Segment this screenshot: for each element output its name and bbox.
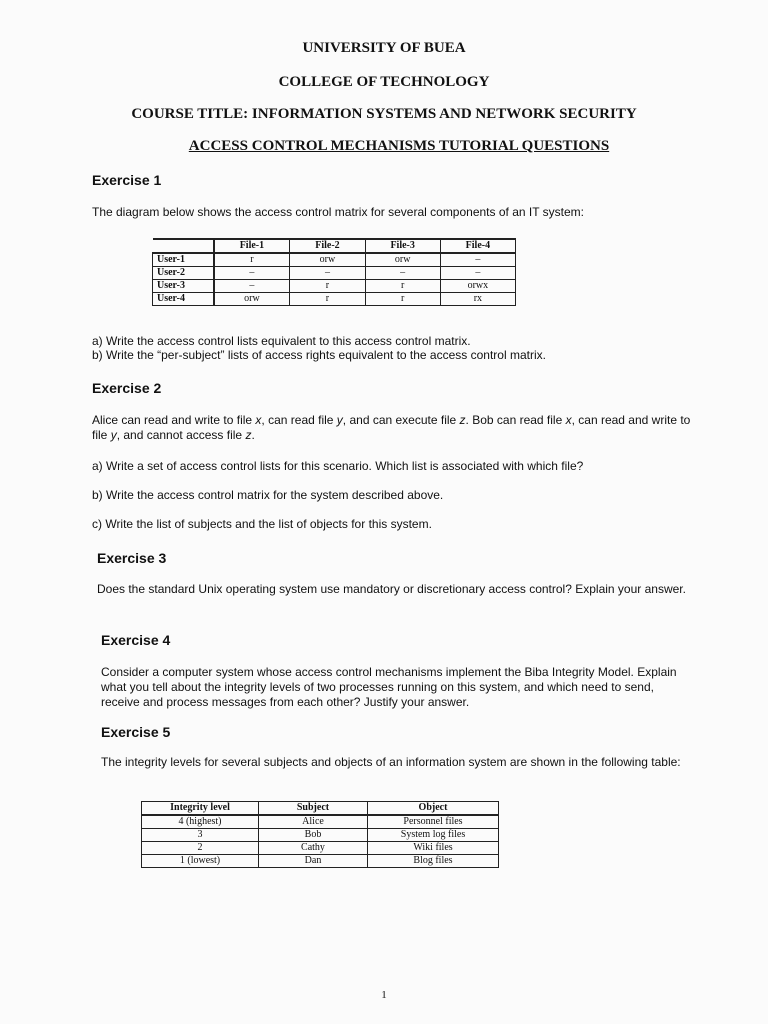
matrix-cell: orw (290, 253, 365, 267)
table-cell: Bob (259, 829, 368, 842)
integrity-col-header: Integrity level (142, 802, 259, 816)
table-cell: 2 (142, 842, 259, 855)
table-cell: Wiki files (368, 842, 499, 855)
matrix-row-label: User-3 (153, 280, 214, 293)
matrix-cell: rx (440, 293, 515, 306)
exercise-2-question-c: c) Write the list of subjects and the list of objects for this system. (92, 517, 432, 531)
table-cell: Cathy (259, 842, 368, 855)
integrity-col-header: Subject (259, 802, 368, 816)
exercise-1-question-b: b) Write the “per-subject” lists of access rights equivalent to the access control matrix. (92, 348, 546, 362)
table-row (142, 815, 499, 829)
matrix-col-header: File-1 (214, 239, 290, 253)
table-cell: System log files (368, 829, 499, 842)
matrix-cell: – (214, 267, 290, 280)
matrix-row (153, 293, 516, 306)
exercise-1-question-a: a) Write the access control lists equivalent to this access control matrix. (92, 334, 471, 348)
matrix-cell: r (365, 280, 440, 293)
table-cell: Alice (259, 815, 368, 829)
table-cell: Dan (259, 855, 368, 868)
exercise-4-heading: Exercise 4 (101, 632, 171, 648)
college-title: COLLEGE OF TECHNOLOGY (278, 74, 490, 90)
table-row (142, 842, 499, 855)
matrix-col-header: File-3 (365, 239, 440, 253)
exercise-1-heading: Exercise 1 (92, 172, 162, 188)
page-number: 1 (381, 989, 387, 1001)
integrity-col-header: Object (368, 802, 499, 816)
matrix-cell: orwx (440, 280, 515, 293)
table-cell: 3 (142, 829, 259, 842)
exercise-2-intro: Alice can read and write to file x, can read file y, and can execute file z. Bob can read file x, can read and write to file y, and cannot access file z. (92, 413, 691, 442)
table-cell: Blog files (368, 855, 499, 868)
matrix-row-label: User-2 (153, 267, 214, 280)
course-title: COURSE TITLE: INFORMATION SYSTEMS AND NETWORK SECURITY (131, 106, 637, 122)
table-cell: 1 (lowest) (142, 855, 259, 868)
integrity-levels-table (141, 801, 499, 868)
matrix-cell: – (214, 280, 290, 293)
matrix-cell: r (365, 293, 440, 306)
matrix-cell: – (365, 267, 440, 280)
exercise-5-text: The integrity levels for several subjects and objects of an information system are shown in the following table: (101, 755, 681, 769)
matrix-cell: r (290, 293, 365, 306)
university-title: UNIVERSITY OF BUEA (302, 40, 466, 56)
matrix-cell: r (290, 280, 365, 293)
tutorial-title: ACCESS CONTROL MECHANISMS TUTORIAL QUESTIONS (188, 138, 610, 154)
matrix-cell: orw (214, 293, 290, 306)
access-control-matrix (152, 238, 516, 306)
matrix-row-label: User-1 (153, 253, 214, 267)
matrix-col-header: File-4 (440, 239, 515, 253)
table-row (142, 829, 499, 842)
matrix-cell: orw (365, 253, 440, 267)
matrix-row-label: User-4 (153, 293, 214, 306)
matrix-row (153, 267, 516, 280)
matrix-row (153, 280, 516, 293)
exercise-3-text: Does the standard Unix operating system use mandatory or discretionary access control? Explain your answer. (97, 582, 686, 596)
matrix-cell: – (440, 253, 515, 267)
matrix-cell: r (214, 253, 290, 267)
matrix-cell: – (440, 267, 515, 280)
matrix-col-header: File-2 (290, 239, 365, 253)
exercise-3-heading: Exercise 3 (97, 550, 167, 566)
exercise-2-question-b: b) Write the access control matrix for the system described above. (92, 488, 444, 502)
exercise-2-heading: Exercise 2 (92, 380, 162, 396)
matrix-cell: – (290, 267, 365, 280)
exercise-2-question-a: a) Write a set of access control lists for this scenario. Which list is associated with which file? (92, 459, 584, 473)
exercise-1-intro: The diagram below shows the access control matrix for several components of an IT system: (92, 205, 584, 219)
table-cell: 4 (highest) (142, 815, 259, 829)
table-cell: Personnel files (368, 815, 499, 829)
matrix-row (153, 253, 516, 267)
exercise-5-heading: Exercise 5 (101, 724, 171, 740)
table-row (142, 855, 499, 868)
exercise-4-text: Consider a computer system whose access control mechanisms implement the Biba Integrity Model. Explain what you tell about the integrity levels of two processes running on this system, and which need to send, receive and process messages from each other? Justify your answer. (101, 665, 677, 709)
